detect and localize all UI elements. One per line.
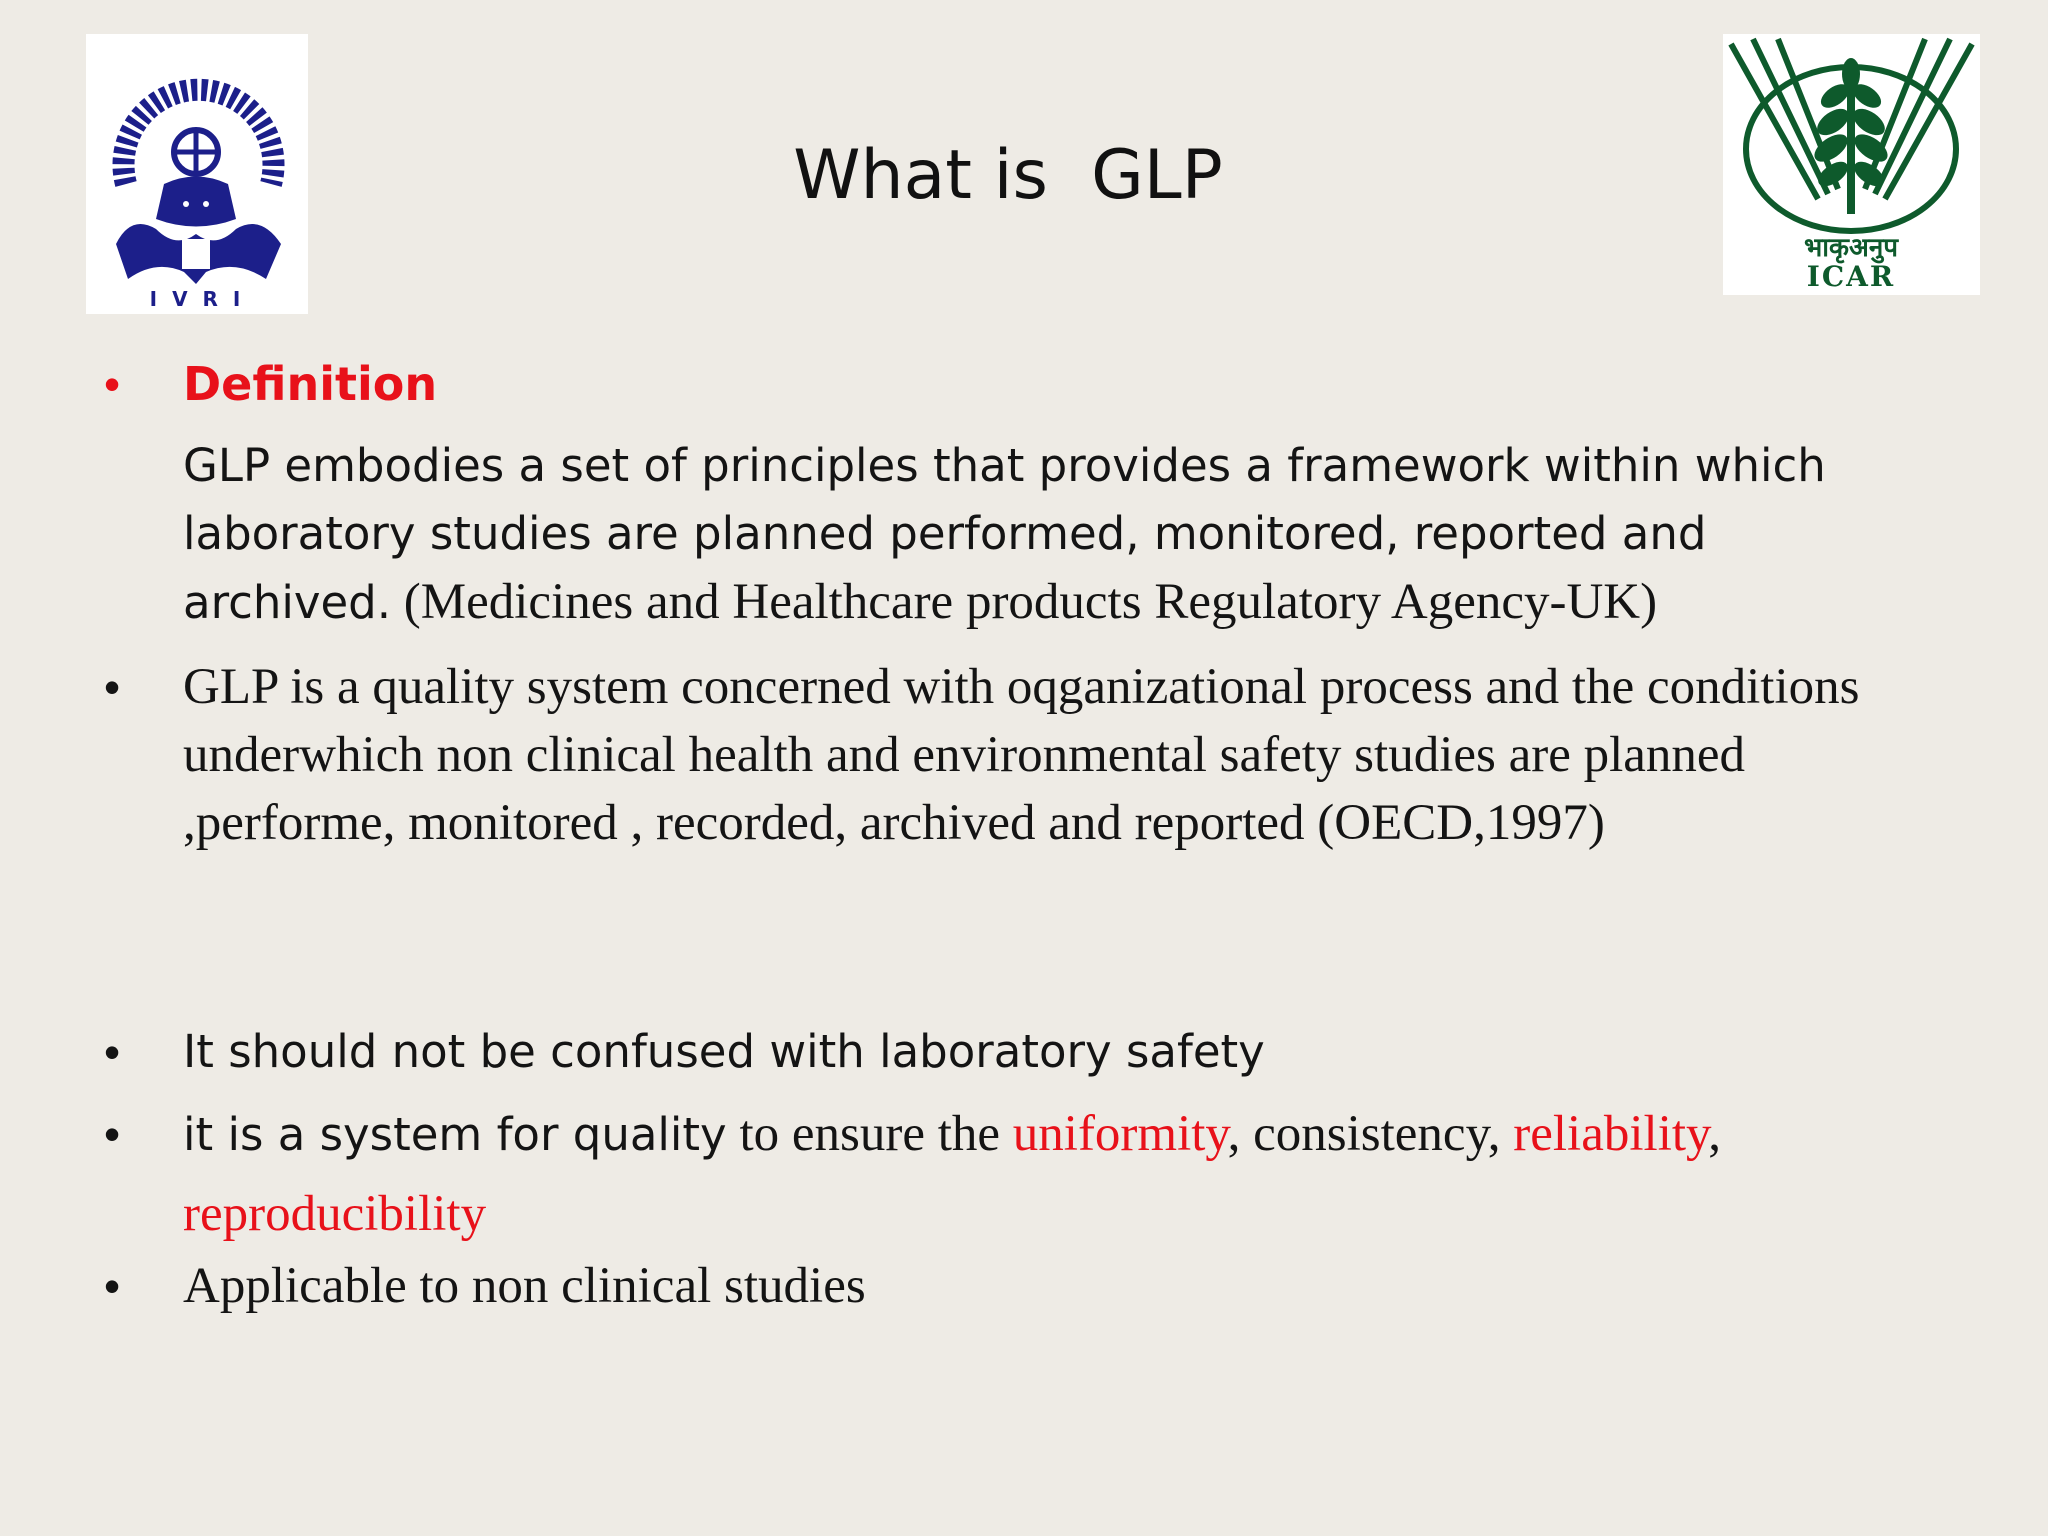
applicable-text: Applicable to non clinical studies bbox=[183, 1258, 866, 1314]
term-separator-1: , consistency, bbox=[1227, 1106, 1514, 1162]
bullet-dot: • bbox=[104, 1108, 121, 1160]
term-separator-2: , bbox=[1708, 1106, 1721, 1162]
quality-system-text bbox=[183, 1100, 1913, 1260]
definition-source: (Medicines and Healthcare products Regulatory Agency-UK) bbox=[391, 574, 1658, 630]
ivri-logo-text: I V R I bbox=[149, 287, 245, 311]
bullet-dot: • bbox=[104, 661, 121, 713]
term-reproducibility: reproducibility bbox=[183, 1186, 487, 1242]
quality-connector: to ensure the bbox=[726, 1106, 1013, 1162]
definition-heading: Definition bbox=[183, 357, 438, 411]
icar-logo-hindi-text: भाकृअनुप bbox=[1803, 233, 1899, 263]
icar-logo-text: ICAR bbox=[1806, 260, 1896, 293]
quality-prefix: it is a system for quality bbox=[183, 1108, 727, 1161]
bullet-dot: • bbox=[104, 1026, 121, 1078]
slide-title: What is GLP bbox=[793, 136, 1223, 215]
definition-body: GLP embodies a set of principles that provides a framework within which laboratory studies are planned performed, monitored, reported and archived. bbox=[183, 439, 1826, 629]
bullet-dot: • bbox=[104, 358, 121, 410]
term-uniformity: uniformity bbox=[1012, 1106, 1228, 1162]
lab-safety-text: It should not be confused with laboratory safety bbox=[183, 1025, 1265, 1078]
oecd-definition-text: GLP is a quality system concerned with oqganizational process and the conditions underwhich non clinical health and environmental safety studies are planned ,performe, monitored , recorded, archived and reported (OECD,1997) bbox=[183, 659, 1860, 851]
term-reliability: reliability bbox=[1513, 1106, 1709, 1162]
definition-text bbox=[183, 432, 1913, 637]
bullet-dot: • bbox=[104, 1260, 121, 1312]
